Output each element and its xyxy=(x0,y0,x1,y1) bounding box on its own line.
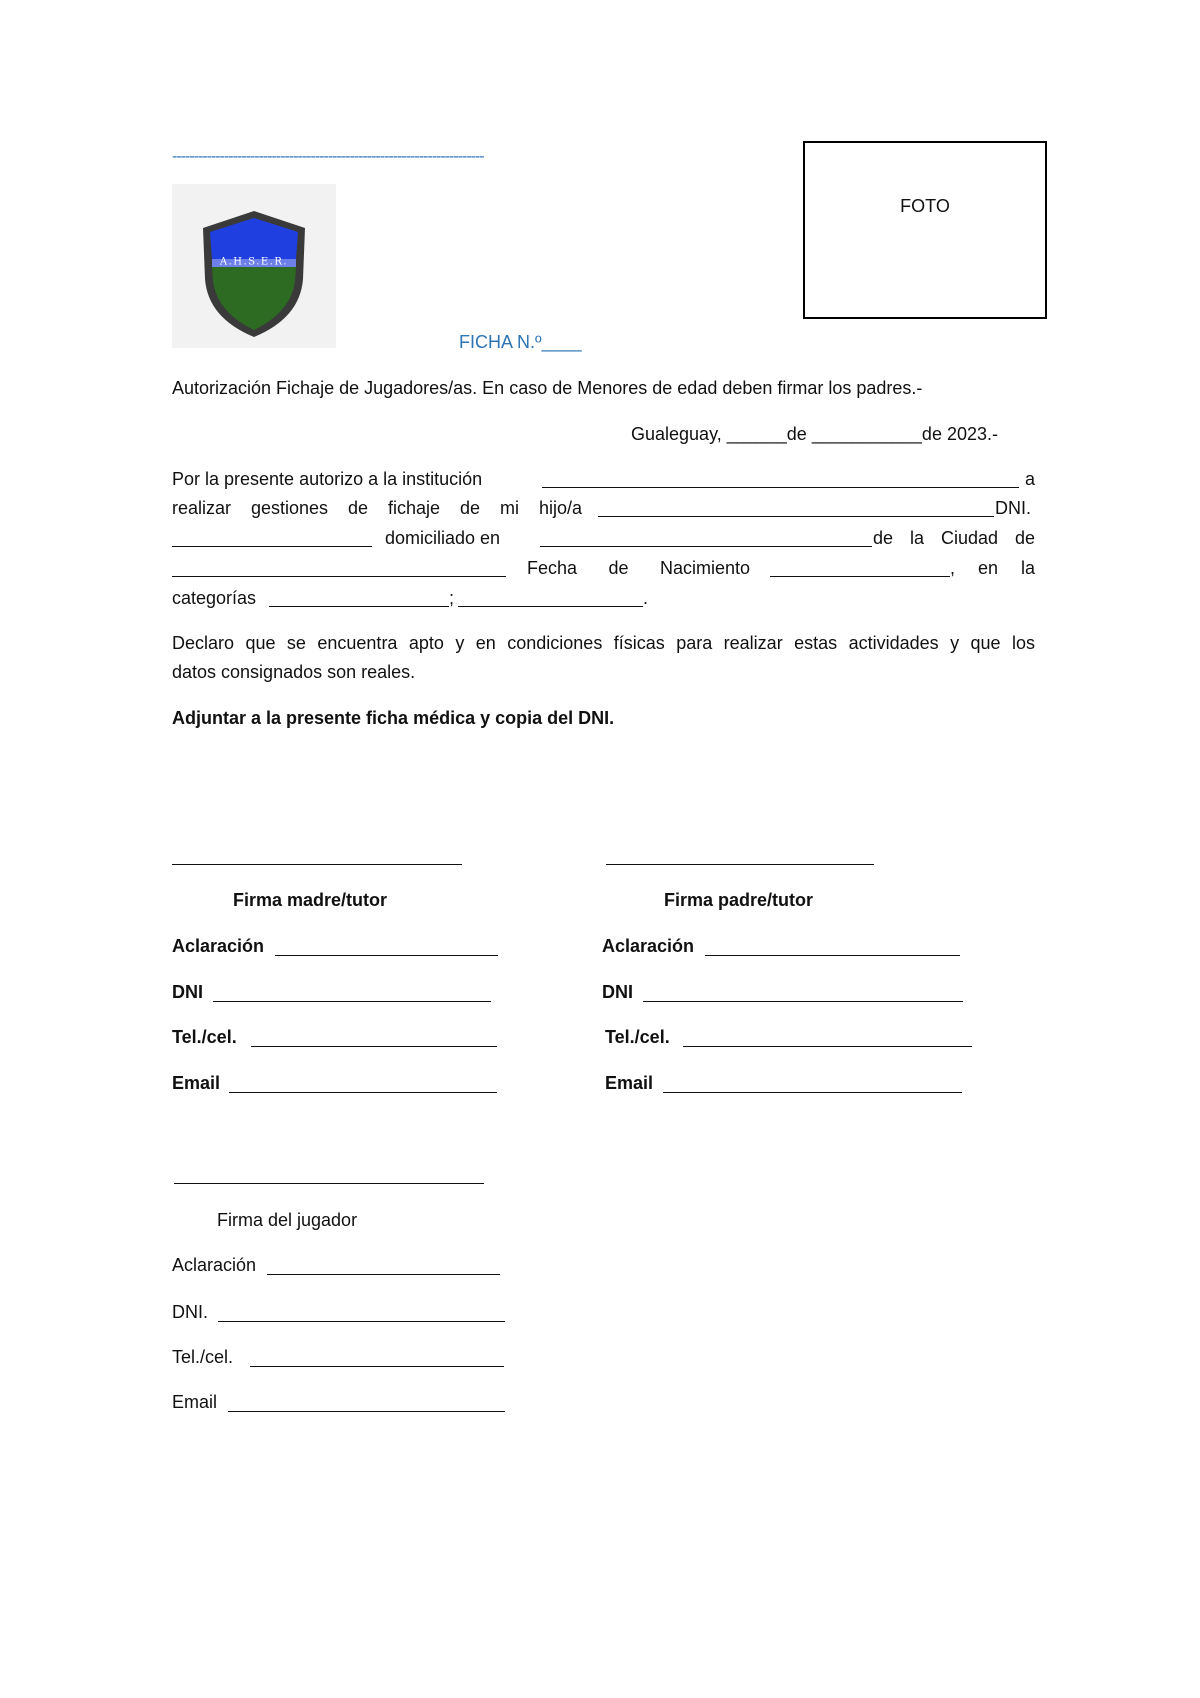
father-dni-field[interactable] xyxy=(643,1001,963,1002)
category-field-2[interactable] xyxy=(458,606,643,607)
father-email-label: Email xyxy=(605,1073,654,1093)
player-dni-field[interactable] xyxy=(218,1321,505,1322)
father-dni-label: DNI xyxy=(602,982,633,1002)
header-dashed-line: ------------------------------------------------------------------------ xyxy=(172,148,484,165)
father-aclaracion-field[interactable] xyxy=(705,955,960,956)
player-email-field[interactable] xyxy=(228,1411,505,1412)
child-name-field[interactable] xyxy=(598,516,994,517)
player-tel-label: Tel./cel. xyxy=(172,1347,234,1367)
player-email-label: Email xyxy=(172,1392,218,1412)
father-signature-label: Firma padre/tutor xyxy=(664,890,814,910)
intro-text: Autorización Fichaje de Jugadores/as. En caso de Menores de edad deben firmar los padres.- xyxy=(172,378,923,398)
dni-field[interactable] xyxy=(172,546,372,547)
father-aclaracion-label: Aclaración xyxy=(602,936,695,956)
auth-line5-mid: ; xyxy=(449,588,455,608)
mother-signature-line[interactable] xyxy=(172,864,462,865)
player-aclaracion-label: Aclaración xyxy=(172,1255,257,1275)
mother-aclaracion-label: Aclaración xyxy=(172,936,265,956)
mother-dni-label: DNI xyxy=(172,982,203,1002)
auth-line2-end: DNI. xyxy=(995,498,1031,518)
ficha-number: FICHA N.º____ xyxy=(459,332,582,352)
player-aclaracion-field[interactable] xyxy=(267,1274,500,1275)
mother-tel-field[interactable] xyxy=(251,1046,497,1047)
auth-line2-start: realizar gestiones de fichaje de mi hijo/a xyxy=(172,498,582,518)
mother-aclaracion-field[interactable] xyxy=(275,955,498,956)
attach-note: Adjuntar a la presente ficha médica y copia del DNI. xyxy=(172,708,615,728)
mother-email-field[interactable] xyxy=(229,1092,497,1093)
player-dni-label: DNI. xyxy=(172,1302,208,1322)
father-tel-label: Tel./cel. xyxy=(605,1027,670,1047)
shield-icon xyxy=(172,184,336,348)
player-signature-line[interactable] xyxy=(174,1183,484,1184)
mother-email-label: Email xyxy=(172,1073,221,1093)
declaration-line2: datos consignados son reales. xyxy=(172,662,416,682)
club-logo xyxy=(172,184,336,348)
player-tel-field[interactable] xyxy=(250,1366,504,1367)
auth-line5-end: . xyxy=(643,588,649,608)
auth-line1-end: a xyxy=(1025,469,1036,489)
player-signature-label: Firma del jugador xyxy=(217,1210,358,1230)
address-field[interactable] xyxy=(540,546,872,547)
birthdate-field[interactable] xyxy=(770,576,950,577)
auth-line3-end: de la Ciudad de xyxy=(873,528,1035,548)
auth-line3-mid: domiciliado en xyxy=(385,528,501,548)
category-field-1[interactable] xyxy=(269,606,449,607)
auth-line1-start: Por la presente autorizo a la institución xyxy=(172,469,483,489)
father-email-field[interactable] xyxy=(663,1092,962,1093)
mother-dni-field[interactable] xyxy=(213,1001,491,1002)
photo-box xyxy=(803,141,1047,319)
institution-field[interactable] xyxy=(542,487,1019,488)
auth-line5-start: categorías xyxy=(172,588,257,608)
auth-line4-end: , en la xyxy=(950,558,1035,578)
declaration-line1: Declaro que se encuentra apto y en condiciones físicas para realizar estas actividades y que los xyxy=(172,633,1035,653)
city-field[interactable] xyxy=(172,576,506,577)
mother-signature-label: Firma madre/tutor xyxy=(233,890,388,910)
father-signature-line[interactable] xyxy=(606,864,874,865)
date-line: Gualeguay, ______de ___________de 2023.- xyxy=(631,424,998,444)
mother-tel-label: Tel./cel. xyxy=(172,1027,237,1047)
auth-line4-mid: Fecha de Nacimiento xyxy=(527,558,750,578)
logo-text: A.H.S.E.R. xyxy=(219,256,289,268)
photo-label: FOTO xyxy=(900,196,950,216)
father-tel-field[interactable] xyxy=(683,1046,972,1047)
